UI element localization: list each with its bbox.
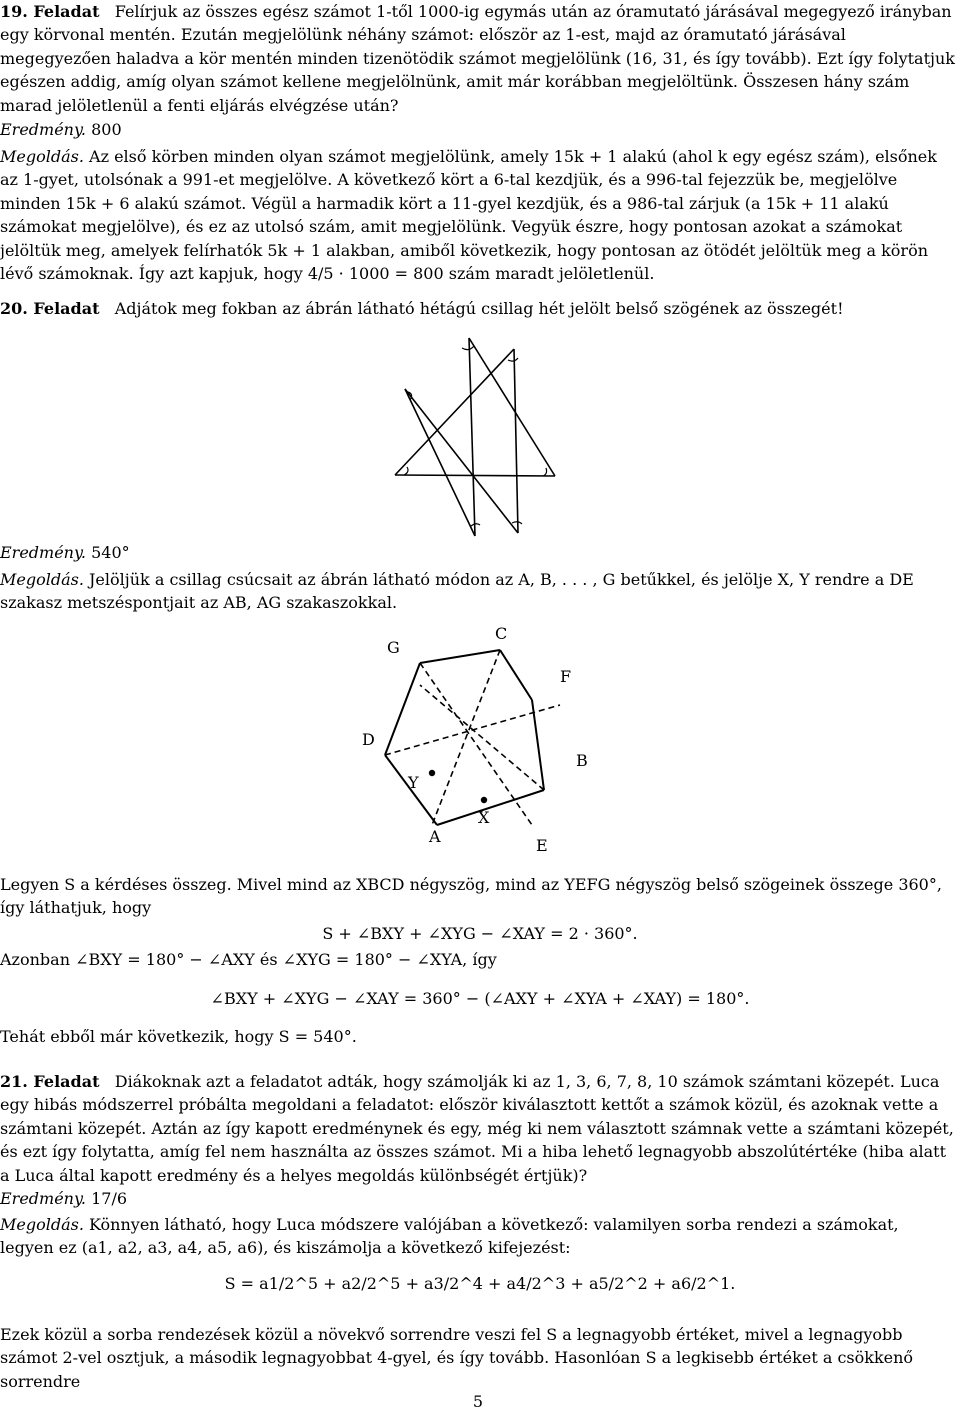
- solution-text: Jelöljük a csillag csúcsait az ábrán látható módon az A, B, . . . , G betűkkel, és jelölje X, Y rendre a DE szakasz metszéspontjait az AB, AG szakaszokkal.: [0, 570, 914, 613]
- problem-20-conclusion: Tehát ebből már következik, hogy S = 540°.: [0, 1027, 357, 1046]
- solution-label: Megoldás.: [0, 1215, 84, 1234]
- solution-text: Az első körben minden olyan számot megjelölünk, amely 15k + 1 alakú (ahol k egy egész szám), elsőnek az 1-gyet, utolsónak a 991-et megjelölve. A következő kört a 6-tal kezdjük, és a 996-tal fejezzük be, megjelölve minden 15k + 6 alakú számot. Végül a harmadik kört a 11-gyel kezdjük, és a 986-tal zárjuk (a 15k + 11 alakú számokat megjelölve), és ez az utolsó szám, amit megjelölünk. Vegyük észre, hogy pontosan azokat a számokat jelöltük meg, amelyek felírhatók 5k + 1 alakban, amiből következik, hogy pontosan az ötödét jelöltük meg a körön lévő számoknak. Így azt kapjuk, hogy 4/5 · 1000 = 800 szám maradt jelöletlenül.: [0, 147, 937, 284]
- point-X: [481, 797, 487, 803]
- problem-20-derivation: Legyen S a kérdéses összeg. Mivel mind az XBCD négyszög, mind az YEFG négyszög belső szögeinek összege 360°, így láthatjuk, hogy: [0, 875, 942, 918]
- label-B: B: [576, 751, 588, 770]
- problem-19-solution: [0, 145, 956, 285]
- solution-label: Megoldás.: [0, 570, 84, 589]
- label-F: F: [560, 667, 572, 686]
- problem-21-number: 21. Feladat: [0, 1072, 100, 1091]
- label-C: C: [495, 625, 508, 643]
- page-number: 5: [472, 1392, 484, 1411]
- problem-21-solution: [0, 1213, 956, 1260]
- result-label: Eredmény.: [0, 120, 86, 139]
- labeled-star-figure: [350, 625, 620, 860]
- point-Y: [429, 770, 435, 776]
- problem-20-solution: [0, 568, 956, 615]
- equation-1: S + ∠BXY + ∠XYG − ∠XAY = 2 · 360°.: [322, 924, 638, 943]
- problem-19-statement: [0, 0, 956, 117]
- problem-20-derivation-2: Azonban ∠BXY = 180° − ∠AXY és ∠XYG = 180° − ∠XYA, így: [0, 950, 497, 969]
- solution-label: Megoldás.: [0, 147, 84, 166]
- seven-pointed-star-figure: [350, 330, 610, 540]
- problem-19-text: Felírjuk az összes egész számot 1-től 1000-ig egymás után az óramutató járásával megegyező irányban egy körvonal mentén. Ezután megjelölünk néhány számot: először az 1-est, majd az óramutató járásával megegyezően haladva a kör mentén minden tizenötödik számot megjelölünk (16, 31, és így tovább). Ezt így folytatjuk egészen addig, amíg olyan számot kellene megjelölnünk, amit már korábban megjelöltünk. Összesen hány szám marad jelöletlenül a fenti eljárás elvégzése után?: [0, 2, 955, 115]
- problem-20-text: Adjátok meg fokban az ábrán látható hétágú csillag hét jelölt belső szögének az összegét!: [114, 299, 844, 318]
- result-value: 17/6: [91, 1189, 128, 1208]
- label-D: D: [362, 730, 375, 749]
- angle-marks: [404, 346, 547, 526]
- problem-20-number: 20. Feladat: [0, 299, 100, 318]
- equation-2: ∠BXY + ∠XYG − ∠XAY = 360° − (∠AXY + ∠XYA + ∠XAY) = 180°.: [210, 989, 750, 1008]
- problem-21-statement: [0, 1070, 956, 1187]
- label-Y: Y: [408, 773, 419, 792]
- label-E: E: [536, 836, 548, 855]
- label-G: G: [387, 638, 400, 657]
- problem-19-result: [0, 118, 956, 141]
- result-label: Eredmény.: [0, 543, 86, 562]
- problem-20-statement: [0, 297, 956, 320]
- problem-21-text: Diákoknak azt a feladatot adták, hogy számolják ki az 1, 3, 6, 7, 8, 10 számok számtani közepét. Luca egy hibás módszerrel próbálta megoldani a feladatot: először kiválasztott kettőt a számok közül, és azoknak vette a számtani közepét. Aztán az így kapott eredménynek és egy, még ki nem választott számnak vette a számtani közepét, és ezt így folytatta, amíg fel nem használta az összes számot. Mi a hiba lehető legnagyobb abszolútértéke (hiba alatt a Luca által kapott eredmény és a helyes megoldás különbségét értjük)?: [0, 1072, 954, 1185]
- problem-19-number: 19. Feladat: [0, 2, 100, 21]
- solution-text: Könnyen látható, hogy Luca módszere valójában a következő: valamilyen sorba rendezi a számokat, legyen ez (a1, a2, a3, a4, a5, a6), és kiszámolja a következő kifejezést:: [0, 1215, 899, 1258]
- label-X: X: [478, 808, 490, 827]
- problem-21-after: Ezek közül a sorba rendezések közül a növekvő sorrendre veszi fel S a legnagyobb értéket, mivel a legnagyobb számot 2-vel osztjuk, a második legnagyobbat 4-gyel, és így tovább. Hasonlóan S a legkisebb értéket a csökkenő sorrendre: [0, 1325, 914, 1391]
- result-value: 540°: [91, 543, 130, 562]
- problem-21-result: [0, 1187, 956, 1210]
- label-A: A: [429, 827, 441, 846]
- result-value: 800: [91, 120, 122, 139]
- problem-20-result: [0, 541, 956, 564]
- formula-S: S = a1/2^5 + a2/2^5 + a3/2^4 + a4/2^3 + a5/2^2 + a6/2^1.: [224, 1274, 736, 1293]
- result-label: Eredmény.: [0, 1189, 86, 1208]
